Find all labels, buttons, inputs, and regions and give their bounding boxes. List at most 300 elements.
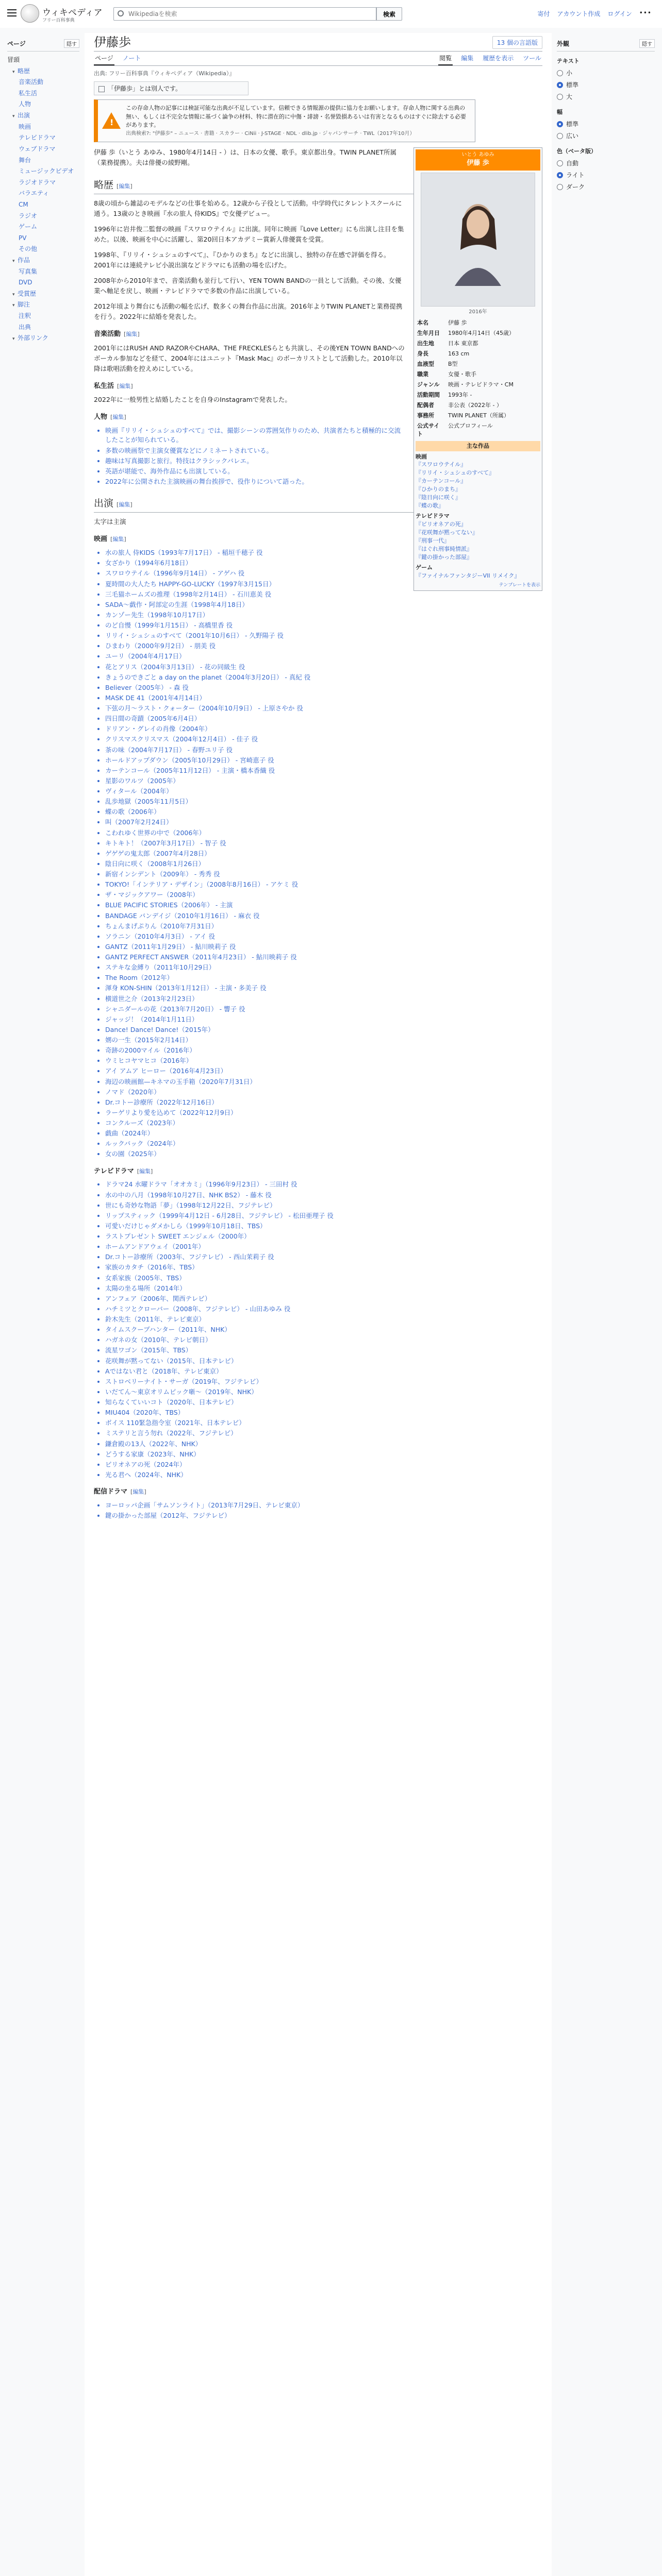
infobox-value: TWIN PLANET（所属） [448, 412, 510, 419]
private-paragraph: 2022年に一般男性と結婚したことを自身のInstagramで発表した。 [94, 396, 291, 404]
search-icon [118, 10, 124, 16]
toc-item[interactable] [7, 277, 79, 289]
radio-button[interactable] [557, 133, 563, 139]
infobox-value: 163 cm [448, 350, 470, 358]
toc-item-label: PV [19, 234, 27, 242]
tv-item[interactable]: • 太陽の坐る場所（2014年） [105, 1284, 542, 1293]
radio-button[interactable] [557, 172, 563, 178]
film-item[interactable]: • 新宿インシデント（2009年） - 秀秀 役 [105, 870, 542, 879]
film-item[interactable]: • ラーゲリより愛を込めて（2022年12月9日） [105, 1108, 542, 1117]
infobox-work-link[interactable]: 『陰日向に咲く』 [416, 494, 461, 501]
appear-note: 太字は主演 [94, 518, 126, 526]
infobox-row [416, 328, 540, 338]
chevron-down-icon[interactable]: ▾ [12, 69, 15, 75]
film-item[interactable]: • 奇跡の2000マイル（2016年） [105, 1046, 542, 1055]
film-item[interactable]: • ルックバック（2024年） [105, 1139, 542, 1148]
infobox-title [416, 149, 540, 171]
web-title: 配信ドラマ [94, 1488, 128, 1496]
film-item[interactable]: • ひまわり（2000年9月2日） - 朋美 役 [105, 641, 542, 651]
tv-list [105, 1180, 542, 1480]
infobox-work-link[interactable]: 『ビリオネアの死』 [416, 521, 467, 528]
infobox-row [416, 400, 540, 411]
site-title[interactable]: ウィキペディア [42, 8, 103, 18]
hatnote-text: 「伊藤歩」とは別人です。 [108, 85, 182, 92]
toc-title: ページ [7, 40, 26, 47]
maintenance-notice [94, 99, 475, 142]
film-item[interactable]: • 四日間の奇蹟（2005年6月4日） [105, 714, 542, 723]
infobox-work-link[interactable]: 『蝶の歌』 [416, 502, 444, 510]
portrait-image [447, 193, 509, 286]
toc-item-label: ラジオ [19, 212, 38, 219]
infobox-key: 生年月日 [417, 330, 440, 337]
toc-item-label: ラジオドラマ [19, 178, 56, 186]
history-paragraph: 2008年から2010年まで、音楽活動も並行して行い、YEN TOWN BANDの一員として活動。その後、女優業へ軸足を戻し、映画・テレビドラマで多数の作品に出演している。 [94, 276, 402, 295]
appearance-hide-button[interactable]: 隠す [639, 39, 655, 48]
tab-edit[interactable]: 編集 [461, 55, 474, 62]
template-link[interactable]: テンプレートを表示 [499, 582, 540, 588]
option-label: ライト [566, 172, 585, 179]
film-item[interactable]: • 下弦の月〜ラスト・クォーター（2004年10月9日） - 上原さやか 役 [105, 704, 542, 713]
film-item[interactable]: • のど自慢（1999年1月15日） - 高橋里香 役 [105, 621, 542, 630]
toc-item[interactable] [7, 55, 79, 66]
tab-article[interactable]: ページ [94, 52, 114, 65]
option-label: 小 [566, 70, 573, 77]
tv-item[interactable]: • ミステリと言う勿れ（2022年、フジテレビ） [105, 1429, 542, 1438]
text-size-option[interactable] [557, 67, 655, 79]
person-item[interactable]: • 趣味は写真撮影と旅行。特技はクラシックバレエ。 [105, 456, 542, 466]
film-item[interactable]: • ちょんまげぷりん（2010年7月31日） [105, 922, 542, 931]
history-paragraph: 2012年頃より舞台にも活動の幅を広げ、数多くの舞台作品に出演。2016年よりTWIN PLANETと業務提携を行う。2022年に結婚を発表した。 [94, 302, 403, 320]
main-content [85, 33, 552, 2576]
color-option[interactable] [557, 181, 655, 193]
film-item[interactable]: • The Room（2012年） [105, 973, 542, 982]
toc-list [7, 55, 79, 344]
toc-item[interactable] [7, 132, 79, 144]
film-item[interactable]: • ゲゲゲの鬼太郎（2007年4月28日） [105, 849, 542, 858]
tv-item[interactable]: • 家族のカタチ（2016年、TBS） [105, 1263, 542, 1272]
infobox-key: 出生地 [417, 340, 434, 347]
portrait-photo[interactable] [421, 173, 535, 307]
tv-item[interactable]: • ハガネの女（2010年、テレビ朝日） [105, 1335, 542, 1345]
main-menu-icon[interactable] [7, 9, 16, 16]
text-size-options [557, 67, 655, 103]
person-item[interactable]: • 英語が堪能で、海外作品にも出演している。 [105, 467, 542, 476]
music-paragraph: 2001年にはRUSH AND RAZORやCHARA、THE FRECKLESらとも共演し、その後YEN TOWN BANDへのボーカル参加などを経て、2004年にはユニット『Mask Mac』のボーカリストとして活動した。2010年以降は歌唱活動を控えめにしている。 [94, 344, 405, 372]
toc-item[interactable] [7, 211, 79, 222]
person-item[interactable]: • 多数の映画祭で主演女優賞などにノミネートされている。 [105, 446, 542, 455]
option-label: ダーク [566, 183, 585, 191]
edit-section-link[interactable]: [編集] [117, 501, 133, 509]
infobox-work-link[interactable]: 『はぐれ刑事純情派』 [416, 545, 472, 552]
film-item[interactable]: • GANTZ PERFECT ANSWER（2011年4月23日） - 鮎川映莉子 役 [105, 953, 542, 962]
film-list [105, 548, 542, 1159]
film-item[interactable]: • 渾身 KON-SHIN（2013年1月12日） - 主演・多美子 役 [105, 984, 542, 993]
heading-web [94, 1487, 542, 1498]
option-label: 自動 [566, 160, 579, 167]
toc-item-label: 注釈 [19, 312, 31, 320]
infobox [413, 147, 542, 591]
tab-tools[interactable]: ツール [523, 55, 541, 62]
edit-section-link[interactable]: [編集] [117, 382, 133, 389]
infobox-key: 配偶者 [417, 401, 434, 409]
edit-section-link[interactable]: [編集] [110, 414, 126, 421]
toc-item-label: 私生活 [19, 89, 38, 97]
toc-hide-button[interactable]: 隠す [64, 39, 79, 48]
radio-button[interactable] [557, 160, 563, 166]
toc-item[interactable] [7, 255, 79, 266]
film-item[interactable]: • BLUE PACIFIC STORIES（2006年） - 主演 [105, 901, 542, 910]
works-tv-heading: テレビドラマ [416, 513, 450, 520]
page-title: 伊藤歩 [94, 35, 131, 49]
tv-item[interactable]: • 世にも奇妙な物語「夢」（1998年12月22日、フジテレビ） [105, 1201, 542, 1210]
film-item[interactable]: • ウミヒコヤマヒコ（2016年） [105, 1056, 542, 1065]
film-item[interactable]: • 娚の一生（2015年2月14日） [105, 1036, 542, 1045]
appearance-panel [557, 36, 655, 193]
chevron-down-icon[interactable]: ▾ [12, 303, 15, 309]
toc-item[interactable] [7, 266, 79, 278]
films-title: 映画 [94, 535, 108, 544]
toc-item[interactable] [7, 144, 79, 155]
infobox-row [416, 390, 540, 400]
tv-item[interactable]: • いだてん〜東京オリムピック噺〜（2019年、NHK） [105, 1387, 542, 1397]
toc-item[interactable] [7, 299, 79, 311]
toc-item-label: 出典 [19, 323, 31, 331]
toc-item-label: 人物 [19, 100, 31, 108]
tv-title: テレビドラマ [94, 1167, 134, 1175]
history-paragraph: 8歳の頃から雑誌のモデルなどの仕事を始める。12歳から子役として活動。中学時代にタレントスクールに通う。13歳のとき映画『水の旅人 侍KIDS』で女優デビュー。 [94, 199, 402, 217]
film-item[interactable]: • ザ・マジックアワー（2008年） [105, 890, 542, 900]
toc-item-label: 出演 [18, 112, 30, 120]
infobox-value: 伊藤 歩 [448, 319, 467, 327]
history-title: 略歴 [94, 179, 114, 191]
toc-item[interactable] [7, 244, 79, 255]
film-item[interactable]: • MASK DE 41（2001年4月14日） [105, 693, 542, 703]
film-item[interactable]: • Dr.コトー診療所（2022年12月16日） [105, 1098, 542, 1107]
infobox-work-link[interactable]: 『ファイナルファンタジーVII リメイク』 [416, 572, 520, 579]
film-item[interactable]: • ドリアン・グレイの肖像（2004年） [105, 724, 542, 734]
tv-item[interactable]: • リップスティック（1999年4月12日 - 6月28日、フジテレビ） - 松田亜理子 役 [105, 1211, 542, 1221]
film-item[interactable]: • 陰日向に咲く（2008年1月26日） [105, 859, 542, 869]
film-item[interactable]: • 茶の味（2004年7月17日） - 春野ユリ子 役 [105, 745, 542, 755]
toc-item[interactable] [7, 222, 79, 233]
toc-item[interactable] [7, 289, 79, 300]
title-bar [94, 33, 542, 52]
toc-item-label: その他 [19, 245, 38, 253]
toc-item[interactable] [7, 233, 79, 244]
width-heading: 幅 [557, 109, 562, 115]
tv-item[interactable]: • ホームアンドアウェイ（2001年） [105, 1242, 542, 1251]
toc-item-label: 映画 [19, 123, 31, 130]
film-item[interactable]: • 花とアリス（2004年3月13日） - 花の同級生 役 [105, 663, 542, 672]
film-item[interactable]: • 水の旅人 侍KIDS（1993年7月17日） - 稲垣千穂子 役 [105, 548, 542, 557]
tab-talk[interactable]: ノート [122, 55, 141, 62]
film-item[interactable]: • 横道世之介（2013年2月23日） [105, 994, 542, 1004]
tv-item[interactable]: • 水の中の八月（1998年10月27日、NHK BS2） - 藤木 役 [105, 1191, 542, 1200]
infobox-work-link[interactable]: 『カーテンコール』 [416, 478, 467, 485]
infobox-value: 日本 東京都 [448, 340, 478, 347]
tv-item[interactable]: • ドラマ24 水曜ドラマ「オオカミ」（1996年9月23日） - 三田村 役 [105, 1180, 542, 1189]
film-item[interactable]: • きょうのできごと a day on the planet（2004年3月20日） - 真紀 役 [105, 673, 542, 682]
tv-item[interactable]: • 鈴木先生（2011年、テレビ東京） [105, 1315, 542, 1324]
toc-item[interactable] [7, 333, 79, 344]
film-item[interactable]: • クリスマスクリスマス（2004年12月4日） - 佳子 役 [105, 735, 542, 744]
film-item[interactable]: • TOKYO!「インテリア・デザイン」（2008年8月16日） - アケミ 役 [105, 880, 542, 889]
toc-item-label: 写真集 [19, 267, 38, 275]
tv-item[interactable]: • 知らなくていいコト（2020年、日本テレビ） [105, 1398, 542, 1407]
tv-item[interactable]: • ボイス 110緊急指令室（2021年、日本テレビ） [105, 1418, 542, 1428]
film-item[interactable]: • カンゾー先生（1998年10月17日） [105, 611, 542, 620]
toc-item[interactable] [7, 177, 79, 189]
infobox-value: 公式プロフィール [448, 422, 493, 429]
option-label: 大 [566, 93, 573, 100]
person-title: 人物 [94, 413, 108, 421]
toc-item-label: 略歴 [18, 67, 30, 75]
toc-item-label: CM [19, 200, 28, 208]
music-title: 音楽活動 [94, 330, 121, 338]
toc-heading [7, 36, 79, 52]
from-line: 出典: フリー百科事典『ウィキペディア（Wikipedia）』 [94, 70, 235, 77]
infobox-value: B型 [448, 361, 458, 368]
film-item[interactable]: • GANTZ（2011年1月29日） - 鮎川映莉子 役 [105, 942, 542, 952]
infobox-kana: いとう あゆみ [461, 151, 494, 158]
toc-item[interactable] [7, 188, 79, 199]
film-item[interactable]: • 夏時間の大人たち HAPPY-GO-LUCKY（1997年3月15日） [105, 580, 542, 589]
toc-item[interactable] [7, 110, 79, 122]
toc-item-label: 舞台 [19, 156, 31, 164]
tv-item[interactable]: • タイムスクープハンター（2011年、NHK） [105, 1325, 542, 1334]
tv-item[interactable]: • ストロベリーナイト・サーガ（2019年、フジテレビ） [105, 1377, 542, 1386]
web-item[interactable]: • 鍵の掛かった部屋（2012年、フジテレビ） [105, 1511, 542, 1520]
film-item[interactable]: • 女の園（2025年） [105, 1149, 542, 1159]
text-size-option[interactable] [557, 79, 655, 91]
option-label: 標準 [566, 121, 579, 128]
notice-text: この存命人物の記事には検証可能な出典が不足しています。信頼できる情報源の提供に協力をお願いします。存命人物に関する出典の無い、もしくは不完全な情報に基づく論争の材料、特に潜在的に中傷・誹謗・名誉毀損あるいは有害となるものはすぐに除去する必要があります。 [126, 105, 466, 128]
radio-button[interactable] [557, 82, 563, 88]
toc-item[interactable] [7, 322, 79, 333]
appearance-heading [557, 36, 655, 52]
infobox-work-link[interactable]: 『刑事一代』 [416, 537, 450, 544]
person-item[interactable]: • 2022年に公開された主演映画の舞台挨拶で、役作りについて語った。 [105, 477, 542, 486]
tab-read[interactable]: 閲覧 [438, 52, 453, 65]
history-paragraph: 1998年、『リリイ・シュシュのすべて』、『ひかりのまち』などに出演し、独特の存在感で評価を得る。2001年には連続テレビ小説出演などドラマにも活動の場を広げた。 [94, 250, 390, 269]
infobox-row [416, 421, 540, 439]
tv-item[interactable]: • ラストプレゼント SWEET エンジェル（2000年） [105, 1232, 542, 1241]
search-input[interactable] [113, 7, 376, 21]
infobox-row [416, 369, 540, 380]
radio-button[interactable] [557, 184, 563, 190]
tv-item[interactable]: • Dr.コトー診療所（2003年、フジテレビ） - 西山茉莉子 役 [105, 1252, 542, 1262]
text-size-heading: テキスト [557, 58, 580, 64]
tv-item[interactable]: • ビリオネアの死（2024年） [105, 1460, 542, 1469]
film-item[interactable]: • 戯曲（2024年） [105, 1129, 542, 1138]
private-title: 私生活 [94, 382, 114, 390]
film-item[interactable]: • ホールドアップダウン（2005年10月29日） - 宮崎恵子 役 [105, 756, 542, 765]
film-item[interactable]: • BANDAGE バンデイジ（2010年1月16日） - 麻衣 役 [105, 911, 542, 921]
notice-sources: 出典検索?: "伊藤歩" – ニュース · 書籍 · スカラー · CiNii · J-STAGE · NDL · dlib.jp · ジャパンサーチ · TWL（2017年10月） [126, 130, 415, 137]
infobox-value: 1993年 - [448, 391, 472, 398]
color-options [557, 157, 655, 193]
tv-item[interactable]: • 光る君へ（2024年、NHK） [105, 1470, 542, 1480]
film-item[interactable]: • キトキト！（2007年3月17日） - 智子 役 [105, 839, 542, 848]
toc-item[interactable] [7, 66, 79, 77]
tv-item[interactable]: • 可愛いだけじゃダメかしら（1999年10月18日、TBS） [105, 1222, 542, 1231]
appearance-title: 外観 [557, 40, 570, 47]
tv-item[interactable]: • ハチミツとクローバー（2008年、フジテレビ） - 山田あゆみ 役 [105, 1304, 542, 1314]
chevron-down-icon[interactable]: ▾ [12, 336, 15, 342]
toc-item-label: 外部リンク [18, 334, 48, 342]
infobox-work-link[interactable]: 『スワロウテイル』 [416, 461, 467, 468]
radio-button[interactable] [557, 94, 563, 100]
tv-item[interactable]: • 女系家族（2005年、TBS） [105, 1274, 542, 1283]
site-subtitle: フリー百科事典 [42, 18, 75, 23]
film-item[interactable]: • 星影のワルツ（2005年） [105, 776, 542, 786]
toc-item[interactable] [7, 155, 79, 166]
text-size-option[interactable] [557, 91, 655, 103]
infobox-row [416, 411, 540, 421]
table-of-contents [7, 36, 79, 344]
infobox-works [416, 453, 540, 580]
wikipedia-logo[interactable] [21, 4, 39, 23]
film-item[interactable]: • Dance! Dance! Dance!（2015年） [105, 1025, 542, 1035]
infobox-key: 職業 [417, 371, 428, 378]
edit-section-link[interactable]: [編集] [124, 330, 140, 337]
toc-item-label: 音楽活動 [19, 78, 44, 86]
more-options-icon[interactable]: ••• [639, 9, 652, 16]
edit-section-link[interactable]: [編集] [117, 182, 133, 190]
edit-section-link[interactable]: [編集] [110, 536, 126, 543]
infobox-key: 公式サイト [417, 422, 440, 437]
film-item[interactable]: • ジャッジ！（2014年1月11日） [105, 1015, 542, 1024]
toc-item[interactable] [7, 99, 79, 110]
infobox-row [416, 349, 540, 359]
photo-caption: 2016年 [469, 309, 487, 315]
film-item[interactable]: • 乱歩地獄（2005年11月5日） [105, 797, 542, 806]
toc-item-label: ウェブドラマ [19, 145, 56, 152]
toc-item[interactable] [7, 88, 79, 99]
toc-item[interactable] [7, 199, 79, 211]
tv-item[interactable]: • アンフェア（2006年、関西テレビ） [105, 1294, 542, 1303]
chevron-down-icon[interactable]: ▾ [12, 114, 15, 120]
infobox-row [416, 338, 540, 349]
infobox-key: ジャンル [417, 381, 440, 388]
tv-item[interactable]: • どうする家康（2023年、NHK） [105, 1450, 542, 1459]
toc-item-label: DVD [19, 279, 32, 286]
tv-item[interactable]: • Aではない君と（2018年、テレビ東京） [105, 1367, 542, 1376]
heading-tv [94, 1166, 542, 1177]
works-heading: 主な作品 [416, 441, 540, 451]
search-box [113, 7, 402, 21]
lead-paragraph: 伊藤 歩（いとう あゆみ、1980年4月14日 - ）は、日本の女優、歌手。東京都出身。TWIN PLANET所属（業務提携）。夫は俳優の綾野剛。 [94, 148, 397, 166]
film-item[interactable]: • アイ アムア ヒーロー（2016年4月23日） [105, 1066, 542, 1076]
film-item[interactable]: • ノマド（2020年） [105, 1088, 542, 1097]
person-item[interactable]: • 映画『リリイ・シュシュのすべて』では、撮影シーンの雰囲気作りのため、共演者たちと積極的に交流したことが知られている。 [105, 426, 542, 445]
create-account-link[interactable]: アカウント作成 [557, 10, 601, 18]
warning-icon: ! [102, 112, 121, 129]
tab-history[interactable]: 履歴を表示 [483, 55, 514, 62]
search-button[interactable]: 検索 [376, 7, 402, 21]
edit-section-link[interactable]: [編集] [137, 1167, 153, 1175]
chevron-down-icon[interactable]: ▾ [12, 258, 15, 264]
film-item[interactable]: • 女ざかり（1994年6月18日） [105, 558, 542, 568]
toc-item[interactable] [7, 77, 79, 88]
film-item[interactable]: • リリイ・シュシュのすべて（2001年10月6日） - 久野陽子 役 [105, 631, 542, 640]
login-link[interactable]: ログイン [607, 10, 632, 18]
infobox-work-link[interactable]: 『鍵の掛かった部屋』 [416, 553, 472, 561]
toc-item-label: ミュージックビデオ [19, 167, 74, 175]
film-item[interactable]: • Believer（2005年） - 森 役 [105, 683, 542, 692]
web-item[interactable]: • ヨーロッパ企画「サムソンライト」（2013年7月29日、テレビ東京） [105, 1501, 542, 1510]
film-item[interactable]: • 蝶の歌（2006年） [105, 807, 542, 817]
language-button[interactable]: 13 個の言語版 [492, 36, 542, 49]
infobox-table [416, 318, 540, 439]
infobox-key: 本名 [417, 319, 428, 327]
tv-item[interactable]: • 鎌倉殿の13人（2022年、NHK） [105, 1439, 542, 1449]
tv-item[interactable]: • 流星ワゴン（2015年、TBS） [105, 1346, 542, 1355]
toc-item-label: バラエティ [19, 190, 49, 197]
infobox-name: 伊藤 歩 [467, 159, 489, 167]
film-item[interactable]: • カーテンコール（2005年11月12日） - 主演・橋本香織 役 [105, 766, 542, 775]
film-item[interactable]: • SADA〜戯作・阿部定の生涯（1998年4月18日） [105, 600, 542, 609]
tv-item[interactable]: • MIU404（2020年、TBS） [105, 1408, 542, 1417]
toc-item-label: ゲーム [19, 223, 38, 231]
infobox-value: 非公表（2022年 - ） [448, 401, 502, 409]
toc-item[interactable] [7, 122, 79, 133]
film-item[interactable]: • ステキな金縛り（2011年10月29日） [105, 963, 542, 972]
color-option[interactable] [557, 169, 655, 181]
infobox-row [416, 318, 540, 328]
film-item[interactable]: • 叫（2007年2月24日） [105, 818, 542, 827]
film-item[interactable]: • シャニダールの花（2013年7月20日） - 響子 役 [105, 1005, 542, 1014]
film-item[interactable]: • 三毛猫ホームズの推理（1998年2月14日） - 石川恵美 役 [105, 590, 542, 599]
page-tabs [94, 52, 542, 66]
infobox-value: 女優・歌手 [448, 371, 476, 378]
toc-item-label: 脚注 [18, 301, 30, 309]
width-option[interactable] [557, 130, 655, 142]
color-heading: 色（ベータ版） [557, 148, 597, 155]
option-label: 標準 [566, 81, 579, 89]
infobox-row [416, 380, 540, 390]
toc-item[interactable] [7, 166, 79, 177]
width-option[interactable] [557, 118, 655, 130]
film-item[interactable]: • ユーリ（2004年4月17日） [105, 652, 542, 661]
film-item[interactable]: • ヴィタール（2004年） [105, 787, 542, 796]
film-item[interactable]: • スワロウテイル（1996年9月14日） - アゲハ 役 [105, 569, 542, 578]
color-option[interactable] [557, 157, 655, 169]
hatnote [94, 81, 249, 95]
film-item[interactable]: • コンクルーズ（2023年） [105, 1118, 542, 1128]
chevron-down-icon[interactable]: ▾ [12, 292, 15, 297]
infobox-work-link[interactable]: 『ひかりのまち』 [416, 486, 461, 493]
tv-item[interactable]: • 花咲舞が黙ってない（2015年、日本テレビ） [105, 1357, 542, 1366]
infobox-value: 1980年4月14日（45歳） [448, 330, 515, 337]
edit-section-link[interactable]: [編集] [130, 1488, 146, 1496]
film-item[interactable]: • ソラニン（2010年4月3日） - アイ 役 [105, 932, 542, 941]
infobox-work-link[interactable]: 『花咲舞が黙ってない』 [416, 529, 478, 536]
film-item[interactable]: • 海辺の映画館—キネマの玉手箱（2020年7月31日） [105, 1077, 542, 1087]
radio-button[interactable] [557, 70, 563, 76]
infobox-key: 活動期間 [417, 391, 440, 398]
toc-item[interactable] [7, 311, 79, 322]
radio-button[interactable] [557, 121, 563, 127]
film-item[interactable]: • こわれゆく世界の中で（2006年） [105, 828, 542, 838]
web-list [105, 1501, 542, 1520]
donate-link[interactable]: 寄付 [537, 10, 550, 18]
infobox-value: 映画・テレビドラマ・CM [448, 381, 514, 388]
toc-item-label: 受賞歴 [18, 290, 37, 297]
infobox-key: 身長 [417, 350, 428, 358]
width-options [557, 118, 655, 142]
infobox-work-link[interactable]: 『リリイ・シュシュのすべて』 [416, 469, 495, 477]
